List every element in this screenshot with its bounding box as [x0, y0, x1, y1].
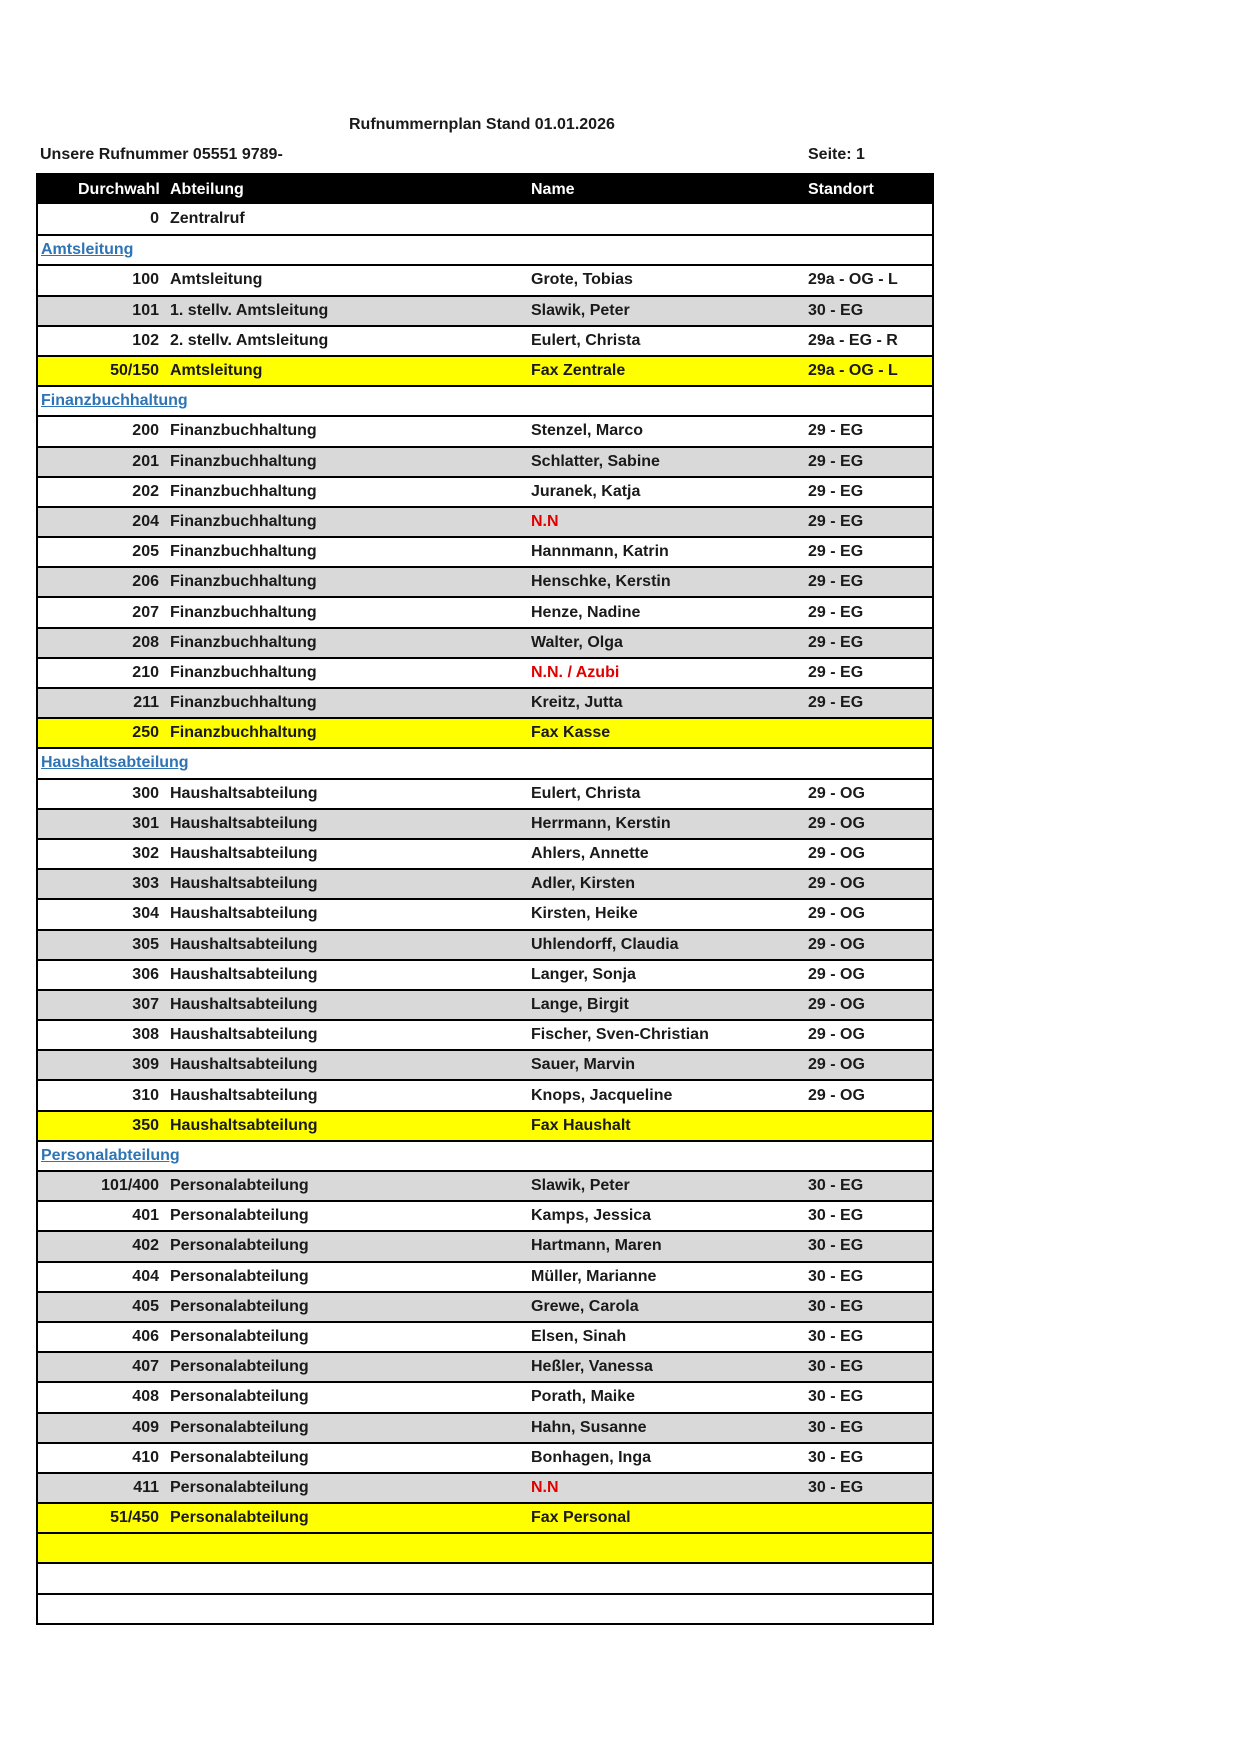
department-cell: Finanzbuchhaltung — [170, 694, 317, 712]
name-cell: Langer, Sonja — [531, 965, 636, 983]
extension-cell: 301 — [132, 814, 159, 832]
table-row — [38, 808, 932, 838]
name-cell: Heßler, Vanessa — [531, 1358, 653, 1376]
extension-cell: 0 — [150, 210, 159, 228]
extension-cell: 200 — [132, 422, 159, 440]
name-cell: Juranek, Katja — [531, 482, 641, 500]
table-row — [38, 1110, 932, 1140]
location-cell: 30 - EG — [808, 1328, 864, 1346]
location-cell: 29 - EG — [808, 482, 864, 500]
table-row — [38, 1200, 932, 1230]
extension-cell: 50/150 — [110, 362, 159, 380]
extension-cell: 309 — [132, 1056, 159, 1074]
department-cell: Personalabteilung — [170, 1478, 309, 1496]
table-row — [38, 1381, 932, 1411]
department-cell: Finanzbuchhaltung — [170, 422, 317, 440]
name-cell: Schlatter, Sabine — [531, 452, 660, 470]
location-cell: 30 - EG — [808, 1478, 864, 1496]
table-row — [38, 506, 932, 536]
department-cell: Haushaltsabteilung — [170, 1026, 318, 1044]
extension-cell: 402 — [132, 1237, 159, 1255]
name-cell: Slawik, Peter — [531, 1177, 630, 1195]
location-cell: 29 - EG — [808, 422, 864, 440]
location-cell: 29a - OG - L — [808, 271, 898, 289]
location-cell: 29 - EG — [808, 633, 864, 651]
department-cell: Finanzbuchhaltung — [170, 482, 317, 500]
location-cell: 29 - OG — [808, 1086, 865, 1104]
name-cell: Lange, Birgit — [531, 995, 629, 1013]
name-cell: N.N — [531, 1478, 559, 1496]
department-cell: Haushaltsabteilung — [170, 814, 318, 832]
table-row — [38, 1019, 932, 1049]
name-cell: Walter, Olga — [531, 633, 623, 651]
department-cell: Amtsleitung — [170, 271, 263, 289]
column-header-durchwahl: Durchwahl — [78, 180, 160, 198]
extension-cell: 302 — [132, 845, 159, 863]
department-cell: Personalabteilung — [170, 1207, 309, 1225]
section-link[interactable]: Personalabteilung — [41, 1146, 180, 1164]
extension-cell: 206 — [132, 573, 159, 591]
department-cell: Finanzbuchhaltung — [170, 512, 317, 530]
name-cell: N.N. / Azubi — [531, 663, 620, 681]
extension-cell: 306 — [132, 965, 159, 983]
department-cell: 1. stellv. Amtsleitung — [170, 301, 329, 319]
table-row — [38, 959, 932, 989]
department-cell: Personalabteilung — [170, 1237, 309, 1255]
department-cell: 2. stellv. Amtsleitung — [170, 331, 329, 349]
location-cell: 29 - EG — [808, 543, 864, 561]
table-row — [38, 596, 932, 626]
department-cell: Haushaltsabteilung — [170, 1056, 318, 1074]
name-cell: Eulert, Christa — [531, 331, 641, 349]
section-link[interactable]: Finanzbuchhaltung — [41, 392, 188, 410]
table-row — [38, 476, 932, 506]
department-cell: Haushaltsabteilung — [170, 1086, 318, 1104]
department-cell: Personalabteilung — [170, 1177, 309, 1195]
department-cell: Amtsleitung — [170, 362, 263, 380]
department-cell: Zentralruf — [170, 210, 245, 228]
table-row — [38, 1502, 932, 1532]
name-cell: Porath, Maike — [531, 1388, 636, 1406]
table-row — [38, 264, 932, 294]
name-cell: Kreitz, Jutta — [531, 694, 623, 712]
location-cell: 30 - EG — [808, 1297, 864, 1315]
department-cell: Finanzbuchhaltung — [170, 603, 317, 621]
table-row — [38, 1351, 932, 1381]
table-row — [38, 929, 932, 959]
location-cell: 29 - OG — [808, 935, 865, 953]
location-cell: 30 - EG — [808, 1267, 864, 1285]
page-number-label: Seite: 1 — [808, 146, 865, 163]
department-cell: Haushaltsabteilung — [170, 965, 318, 983]
extension-cell: 204 — [132, 512, 159, 530]
extension-cell: 308 — [132, 1026, 159, 1044]
department-cell: Personalabteilung — [170, 1509, 309, 1527]
table-header-row — [38, 175, 932, 204]
name-cell: Ahlers, Annette — [531, 845, 649, 863]
name-cell: Kirsten, Heike — [531, 905, 638, 923]
name-cell: Hannmann, Katrin — [531, 543, 669, 561]
extension-cell: 201 — [132, 452, 159, 470]
department-cell: Finanzbuchhaltung — [170, 633, 317, 651]
name-cell: Kamps, Jessica — [531, 1207, 652, 1225]
name-cell: Hartmann, Maren — [531, 1237, 662, 1255]
name-cell: Elsen, Sinah — [531, 1328, 627, 1346]
location-cell: 29a - EG - R — [808, 331, 898, 349]
table-row — [38, 838, 932, 868]
department-cell: Personalabteilung — [170, 1297, 309, 1315]
extension-cell: 410 — [132, 1448, 159, 1466]
table-row — [38, 1170, 932, 1200]
extension-cell: 101/400 — [101, 1177, 159, 1195]
location-cell: 29 - OG — [808, 965, 865, 983]
table-row — [38, 1442, 932, 1472]
table-row — [38, 1261, 932, 1291]
location-cell: 29 - OG — [808, 875, 865, 893]
document-title: Rufnummernplan Stand 01.01.2026 — [349, 116, 615, 133]
extension-cell: 207 — [132, 603, 159, 621]
department-cell: Finanzbuchhaltung — [170, 543, 317, 561]
table-row — [38, 627, 932, 657]
name-cell: Knops, Jacqueline — [531, 1086, 673, 1104]
location-cell: 29a - OG - L — [808, 362, 898, 380]
department-cell: Haushaltsabteilung — [170, 935, 318, 953]
table-row — [38, 868, 932, 898]
section-row — [38, 747, 932, 777]
extension-cell: 102 — [132, 331, 159, 349]
extension-cell: 304 — [132, 905, 159, 923]
extension-cell: 401 — [132, 1207, 159, 1225]
department-cell: Finanzbuchhaltung — [170, 663, 317, 681]
table-row — [38, 355, 932, 385]
department-cell: Haushaltsabteilung — [170, 1116, 318, 1134]
department-cell: Finanzbuchhaltung — [170, 573, 317, 591]
extension-cell: 202 — [132, 482, 159, 500]
table-row — [38, 204, 932, 234]
table-row — [38, 1291, 932, 1321]
name-cell: Müller, Marianne — [531, 1267, 657, 1285]
table-row — [38, 1321, 932, 1351]
location-cell: 29 - EG — [808, 663, 864, 681]
location-cell: 29 - EG — [808, 452, 864, 470]
name-cell: N.N — [531, 512, 559, 530]
department-cell: Haushaltsabteilung — [170, 845, 318, 863]
table-row — [38, 1049, 932, 1079]
section-link[interactable]: Amtsleitung — [41, 241, 134, 259]
table-row — [38, 657, 932, 687]
name-cell: Hahn, Susanne — [531, 1418, 647, 1436]
department-cell: Haushaltsabteilung — [170, 905, 318, 923]
location-cell: 30 - EG — [808, 1388, 864, 1406]
name-cell: Eulert, Christa — [531, 784, 641, 802]
table-row — [38, 687, 932, 717]
extension-cell: 250 — [132, 724, 159, 742]
name-cell: Bonhagen, Inga — [531, 1448, 651, 1466]
location-cell: 29 - OG — [808, 1056, 865, 1074]
extension-cell: 100 — [132, 271, 159, 289]
department-cell: Finanzbuchhaltung — [170, 452, 317, 470]
extension-cell: 407 — [132, 1358, 159, 1376]
extension-cell: 101 — [132, 301, 159, 319]
table-row — [38, 1593, 932, 1623]
extension-cell: 51/450 — [110, 1509, 159, 1527]
table-row — [38, 536, 932, 566]
phone-directory-table — [36, 173, 934, 1625]
extension-cell: 210 — [132, 663, 159, 681]
department-cell: Personalabteilung — [170, 1328, 309, 1346]
table-row — [38, 1472, 932, 1502]
department-cell: Finanzbuchhaltung — [170, 724, 317, 742]
name-cell: Fax Zentrale — [531, 362, 626, 380]
department-cell: Personalabteilung — [170, 1418, 309, 1436]
location-cell: 29 - OG — [808, 995, 865, 1013]
table-row — [38, 1230, 932, 1260]
column-header-standort: Standort — [808, 180, 874, 198]
table-row — [38, 1562, 932, 1592]
name-cell: Henschke, Kerstin — [531, 573, 671, 591]
location-cell: 30 - EG — [808, 1358, 864, 1376]
section-link[interactable]: Haushaltsabteilung — [41, 754, 189, 772]
extension-cell: 350 — [132, 1116, 159, 1134]
department-cell: Haushaltsabteilung — [170, 784, 318, 802]
table-row — [38, 566, 932, 596]
location-cell: 29 - EG — [808, 603, 864, 621]
name-cell: Sauer, Marvin — [531, 1056, 636, 1074]
extension-cell: 305 — [132, 935, 159, 953]
name-cell: Grewe, Carola — [531, 1297, 639, 1315]
extension-cell: 406 — [132, 1328, 159, 1346]
table-row — [38, 1079, 932, 1109]
department-cell: Haushaltsabteilung — [170, 995, 318, 1013]
extension-cell: 405 — [132, 1297, 159, 1315]
table-row — [38, 295, 932, 325]
name-cell: Fax Personal — [531, 1509, 631, 1527]
location-cell: 29 - OG — [808, 784, 865, 802]
location-cell: 30 - EG — [808, 1448, 864, 1466]
table-row — [38, 717, 932, 747]
name-cell: Adler, Kirsten — [531, 875, 636, 893]
location-cell: 30 - EG — [808, 1418, 864, 1436]
section-row — [38, 385, 932, 415]
location-cell: 30 - EG — [808, 1207, 864, 1225]
department-cell: Personalabteilung — [170, 1388, 309, 1406]
phone-number-label: Unsere Rufnummer 05551 9789- — [40, 146, 283, 163]
extension-cell: 205 — [132, 543, 159, 561]
section-row — [38, 1140, 932, 1170]
location-cell: 29 - OG — [808, 905, 865, 923]
department-cell: Personalabteilung — [170, 1448, 309, 1466]
extension-cell: 404 — [132, 1267, 159, 1285]
column-header-name: Name — [531, 180, 575, 198]
location-cell: 29 - EG — [808, 694, 864, 712]
location-cell: 30 - EG — [808, 1177, 864, 1195]
name-cell: Henze, Nadine — [531, 603, 641, 621]
name-cell: Herrmann, Kerstin — [531, 814, 671, 832]
table-row — [38, 1412, 932, 1442]
location-cell: 29 - EG — [808, 512, 864, 530]
location-cell: 29 - OG — [808, 814, 865, 832]
extension-cell: 211 — [133, 694, 159, 712]
table-row — [38, 898, 932, 928]
section-row — [38, 234, 932, 264]
name-cell: Uhlendorff, Claudia — [531, 935, 679, 953]
extension-cell: 409 — [132, 1418, 159, 1436]
location-cell: 29 - OG — [808, 845, 865, 863]
extension-cell: 411 — [133, 1478, 159, 1496]
extension-cell: 408 — [132, 1388, 159, 1406]
table-body — [38, 204, 932, 1623]
table-row — [38, 446, 932, 476]
name-cell: Fax Kasse — [531, 724, 611, 742]
name-cell: Slawik, Peter — [531, 301, 630, 319]
department-cell: Personalabteilung — [170, 1267, 309, 1285]
name-cell: Grote, Tobias — [531, 271, 633, 289]
extension-cell: 208 — [132, 633, 159, 651]
name-cell: Fax Haushalt — [531, 1116, 631, 1134]
extension-cell: 300 — [132, 784, 159, 802]
name-cell: Fischer, Sven-Christian — [531, 1026, 709, 1044]
table-row — [38, 325, 932, 355]
department-cell: Haushaltsabteilung — [170, 875, 318, 893]
table-row — [38, 989, 932, 1019]
extension-cell: 310 — [132, 1086, 159, 1104]
location-cell: 30 - EG — [808, 301, 864, 319]
table-row — [38, 778, 932, 808]
table-row — [38, 415, 932, 445]
location-cell: 30 - EG — [808, 1237, 864, 1255]
table-row — [38, 1532, 932, 1562]
column-header-abteilung: Abteilung — [170, 180, 244, 198]
location-cell: 29 - OG — [808, 1026, 865, 1044]
extension-cell: 303 — [132, 875, 159, 893]
department-cell: Personalabteilung — [170, 1358, 309, 1376]
name-cell: Stenzel, Marco — [531, 422, 644, 440]
location-cell: 29 - EG — [808, 573, 864, 591]
extension-cell: 307 — [132, 995, 159, 1013]
